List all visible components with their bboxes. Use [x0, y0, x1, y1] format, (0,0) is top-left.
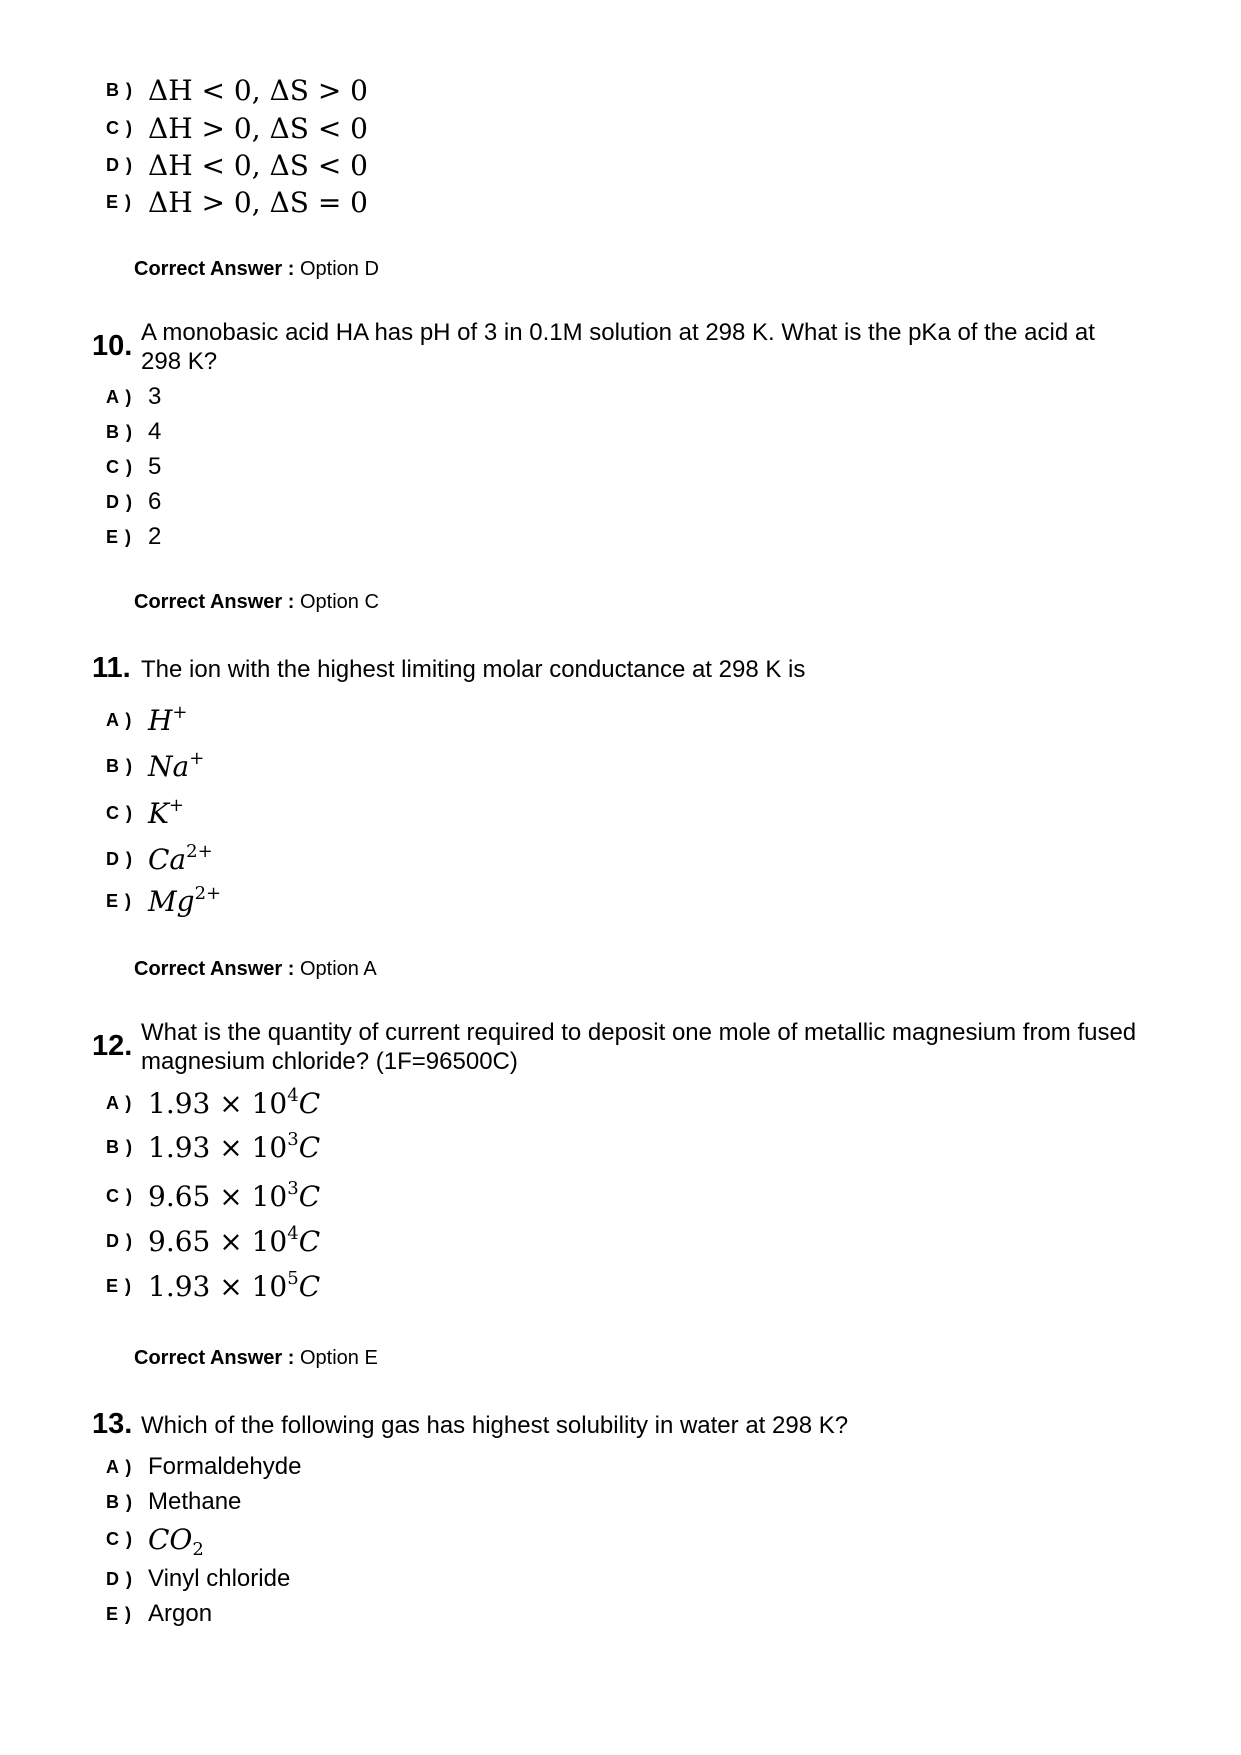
q11-option-e — [106, 882, 222, 918]
answer-label: Correct Answer : — [134, 1347, 295, 1369]
q11-number: 11. — [92, 652, 131, 684]
option-label: D ) — [106, 848, 133, 869]
option-label: A ) — [106, 709, 133, 730]
option-text: $1.93 \times 10^3C$ — [148, 1128, 321, 1164]
option-label: E ) — [106, 1603, 133, 1624]
option-label: B ) — [106, 1491, 133, 1512]
option-text: 2 — [148, 523, 162, 550]
q9-option-c — [106, 112, 368, 144]
option-label: B ) — [106, 1136, 133, 1157]
option-text: K+ — [148, 794, 185, 830]
option-text: ΔH > 0, ΔS = 0 — [148, 185, 368, 219]
option-label: E ) — [106, 890, 133, 911]
q9-correct-answer — [134, 258, 379, 281]
option-text: Argon — [148, 1600, 213, 1627]
q13-option-b — [106, 1486, 241, 1518]
option-label: D ) — [106, 491, 133, 512]
q10-option-b — [106, 416, 161, 448]
option-text: $9.65 \times 10^4C$ — [148, 1222, 321, 1258]
answer-label: Correct Answer : — [134, 258, 295, 280]
q10-option-d — [106, 486, 161, 518]
option-text: 5 — [148, 453, 162, 480]
option-label: C ) — [106, 1528, 133, 1549]
option-label: C ) — [106, 1185, 133, 1206]
q11-correct-answer — [134, 958, 377, 981]
q9-option-e — [106, 186, 368, 218]
answer-label: Correct Answer : — [134, 958, 295, 980]
q13-number: 13. — [92, 1408, 133, 1440]
q12-option-e — [106, 1267, 321, 1303]
q12-option-d — [106, 1222, 321, 1258]
option-text: Na+ — [148, 747, 205, 783]
q13-option-e — [106, 1598, 212, 1630]
q11-option-b — [106, 747, 205, 783]
option-label: C ) — [106, 456, 133, 477]
option-text: $9.65 \times 10^3C$ — [148, 1177, 321, 1213]
answer-value: Option E — [299, 1347, 378, 1369]
answer-value: Option C — [299, 591, 379, 613]
q12-option-a — [106, 1084, 321, 1120]
option-label: E ) — [106, 526, 133, 547]
q13-option-c — [106, 1522, 204, 1560]
q12-option-c — [106, 1177, 321, 1213]
option-label: A ) — [106, 1456, 133, 1477]
q9-option-d — [106, 149, 368, 181]
option-text: $Ca^{2+}$ — [148, 840, 213, 876]
q13-option-d — [106, 1563, 290, 1595]
option-text: 3 — [148, 383, 162, 410]
option-text: H+ — [148, 701, 188, 737]
answer-value: Option A — [299, 958, 377, 980]
q10-text: A monobasic acid HA has pH of 3 in 0.1M solution at 298 K. What is the pKa of the acid at 298 K? — [141, 319, 1095, 375]
option-text: Formaldehyde — [148, 1453, 302, 1480]
option-label: D ) — [106, 1568, 133, 1589]
q9-option-b — [106, 74, 368, 106]
q11-text: The ion with the highest limiting molar conductance at 298 K is — [141, 656, 806, 683]
option-label: C ) — [106, 802, 133, 823]
option-label: B ) — [106, 421, 133, 442]
option-label: C ) — [106, 117, 133, 138]
option-text: ΔH > 0, ΔS < 0 — [148, 111, 368, 145]
option-label: D ) — [106, 154, 133, 175]
option-label: D ) — [106, 1230, 133, 1251]
option-label: A ) — [106, 386, 133, 407]
q10-correct-answer — [134, 591, 379, 614]
q13-option-a — [106, 1451, 301, 1483]
option-text: $1.93 \times 10^4C$ — [148, 1084, 321, 1120]
option-label: A ) — [106, 1092, 133, 1113]
option-text: $1.93 \times 10^5C$ — [148, 1267, 321, 1303]
q11-option-c — [106, 794, 185, 830]
q12-number: 12. — [92, 1030, 133, 1062]
q10-option-e — [106, 521, 161, 553]
option-text: ΔH < 0, ΔS < 0 — [148, 148, 368, 182]
option-label: E ) — [106, 191, 133, 212]
q10-option-c — [106, 451, 161, 483]
answer-label: Correct Answer : — [134, 591, 295, 613]
option-text: Vinyl chloride — [148, 1565, 291, 1592]
option-label: B ) — [106, 79, 133, 100]
option-label: B ) — [106, 755, 133, 776]
q12-text: What is the quantity of current required to deposit one mole of metallic magnesium from fused magnesium chloride? (1F=96500C) — [141, 1019, 1137, 1075]
q11-option-a — [106, 701, 188, 737]
option-text: 6 — [148, 488, 162, 515]
option-text: Methane — [148, 1488, 242, 1515]
q13-text: Which of the following gas has highest solubility in water at 298 K? — [141, 1412, 849, 1439]
option-text: ΔH < 0, ΔS > 0 — [148, 73, 368, 107]
option-text: 4 — [148, 418, 162, 445]
option-text: $CO_2$ — [148, 1522, 204, 1560]
q10-option-a — [106, 381, 161, 413]
q11-option-d — [106, 840, 213, 876]
answer-value: Option D — [299, 258, 379, 280]
q10-number: 10. — [92, 330, 133, 362]
option-text: $Mg^{2+}$ — [148, 882, 222, 918]
q12-option-b — [106, 1128, 321, 1164]
option-label: E ) — [106, 1275, 133, 1296]
q12-correct-answer — [134, 1347, 378, 1370]
